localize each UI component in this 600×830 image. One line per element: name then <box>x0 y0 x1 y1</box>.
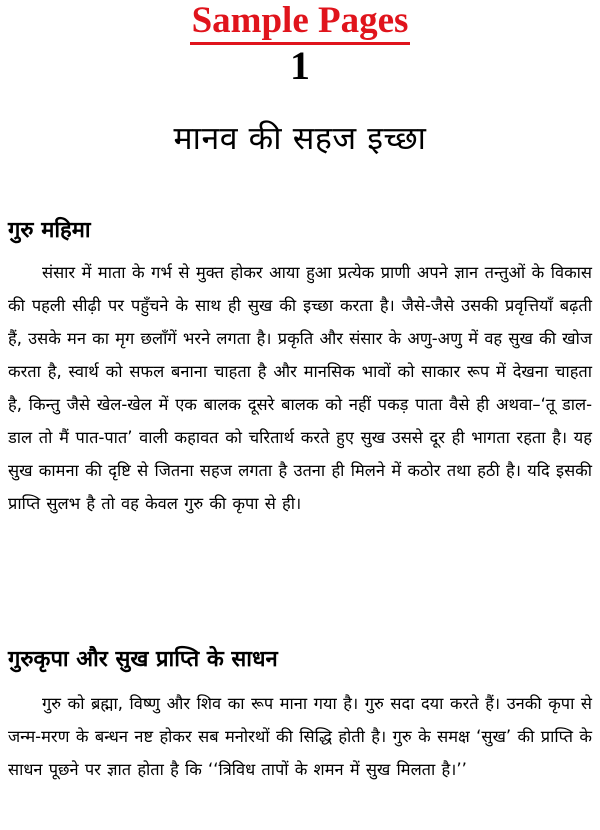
sample-pages-banner <box>0 0 600 45</box>
chapter-title: मानव की सहज इच्छा <box>173 119 427 157</box>
section-paragraph: गुरु को ब्रह्मा, विष्णु और शिव का रूप माना गया है। गुरु सदा दया करते हैं। उनकी कृपा से जन्म-मरण के बन्धन नष्ट होकर सब मनोरथों की सिद्धि होती है। गुरु के समक्ष ‘सुख’ की प्राप्ति के साधन पूछने पर ज्ञात होता है कि ‘‘त्रिविध तापों के शमन में सुख मिलता है।’’ <box>8 694 592 779</box>
section-gurukripa <box>8 643 592 786</box>
section-heading: गुरुकृपा और सुख प्राप्ति के साधन <box>8 647 278 672</box>
section-heading: गुरु महिमा <box>8 218 91 243</box>
section-paragraph: संसार में माता के गर्भ से मुक्त होकर आया हुआ प्रत्येक प्राणी अपने ज्ञान तन्तुओं के विकास की पहली सीढ़ी पर पहुँचने के साथ ही सुख की इच्छा करता है। जैसे-जैसे उसकी प्रवृत्तियाँ बढ़ती हैं, उसके मन का मृग छलाँगें भरने लगता है। प्रकृति और संसार के अणु-अणु में वह सुख की खोज करता है, स्वार्थ को सफल बनाना चाहता है और मानसिक भावों को साकार रूप में देखना चाहता है, किन्तु जैसे खेल-खेल में एक बालक दूसरे बालक को नहीं पकड़ पाता वैसे ही अथवा–‘तू डाल-डाल तो मैं पात-पात’ वाली कहावत को चरितार्थ करते हुए सुख उससे दूर ही भागता रहता है। यह सुख कामना की दृष्टि से जितना सहज लगता है उतना ही मिलने में कठोर तथा हठी है। यदि इसकी प्राप्ति सुलभ है तो वह केवल गुरु की कृपा से ही। <box>8 263 592 513</box>
sample-pages-title: Sample Pages <box>190 0 411 45</box>
section-guru-mahima <box>8 214 592 520</box>
chapter-number: 1 <box>290 43 310 88</box>
